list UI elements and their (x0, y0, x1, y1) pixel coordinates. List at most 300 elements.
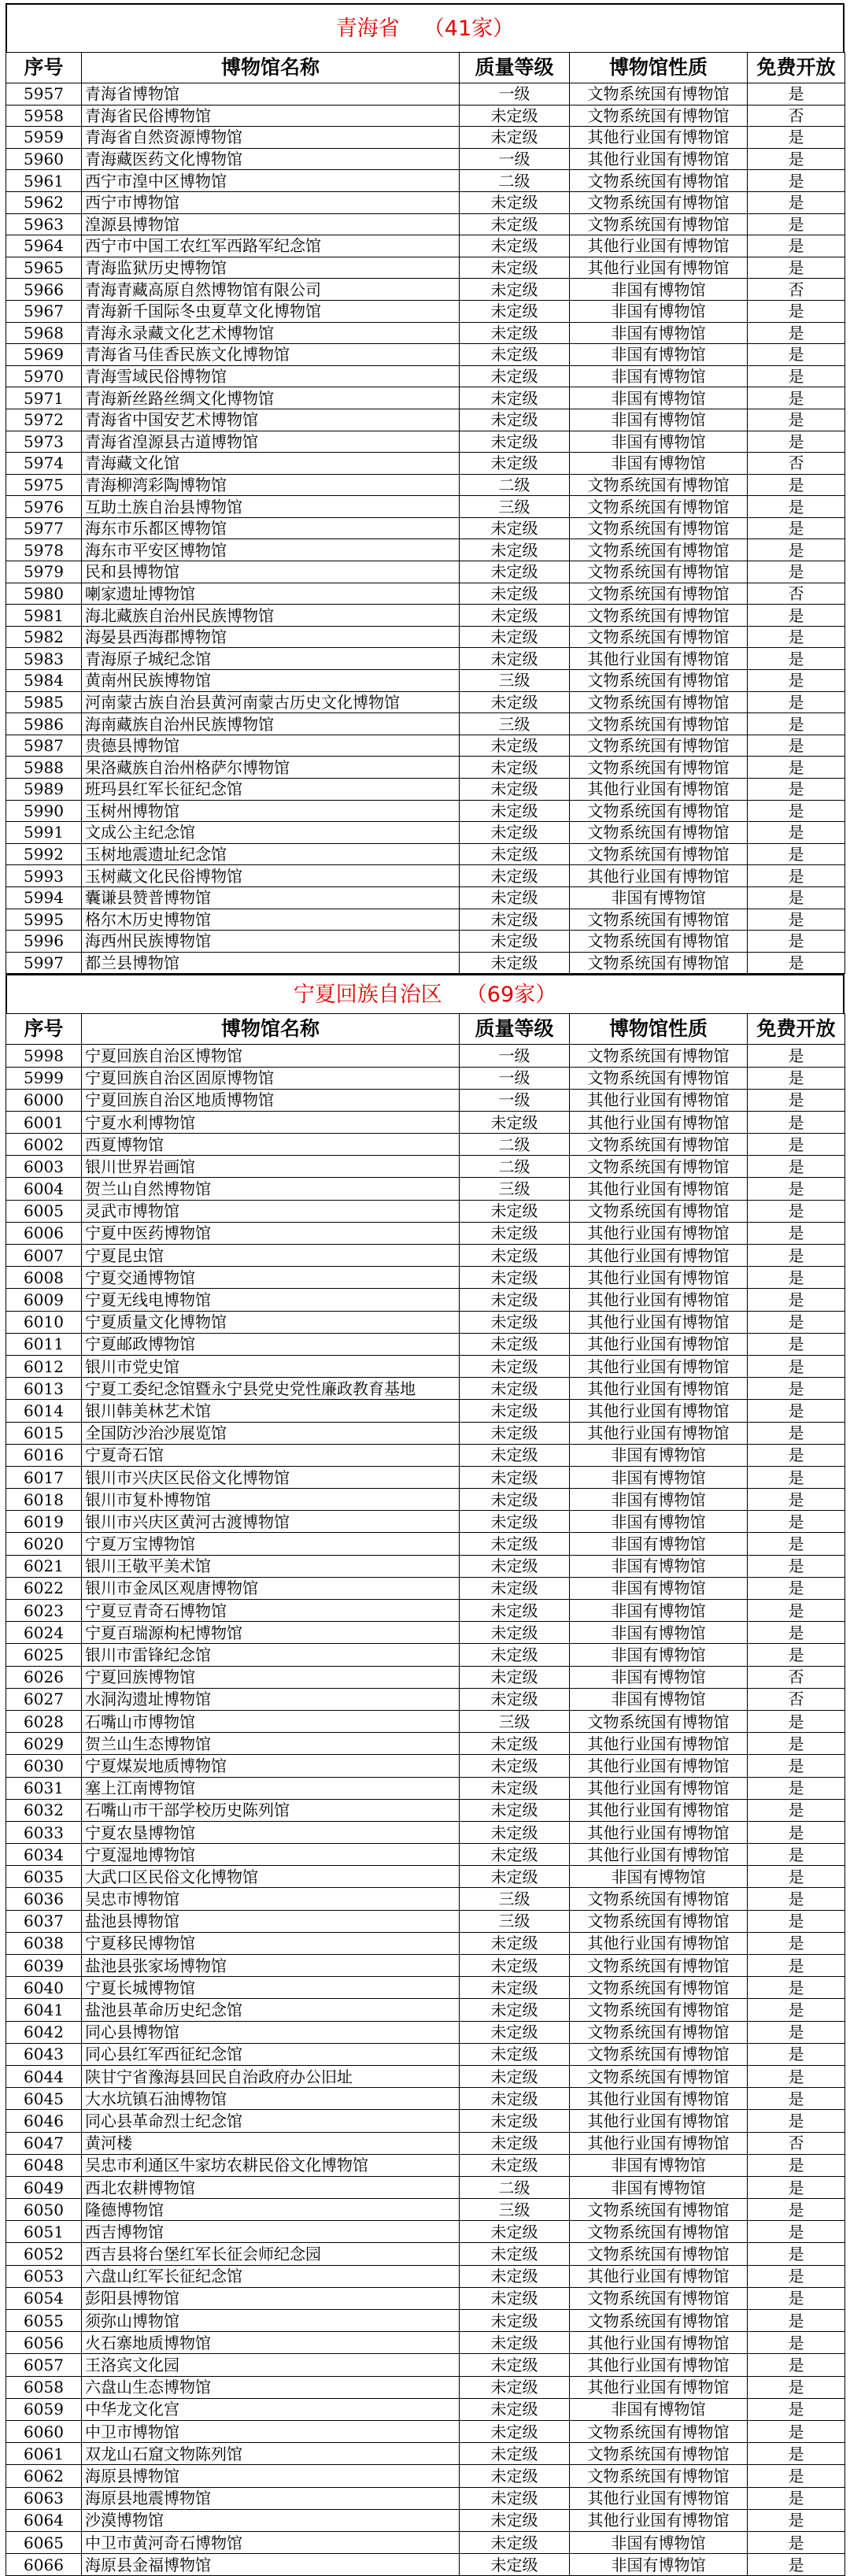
cell-free: 是 (748, 235, 845, 257)
cell-nature: 其他行业国有博物馆 (570, 779, 748, 801)
cell-nature: 其他行业国有博物馆 (570, 127, 748, 149)
cell-grade: 未定级 (460, 800, 570, 822)
cell-free: 是 (748, 127, 845, 149)
table-row (6, 2487, 845, 2509)
cell-grade: 未定级 (460, 322, 570, 344)
cell-nature: 文物系统国有博物馆 (570, 517, 748, 539)
cell-name: 彭阳县博物馆 (82, 2287, 460, 2309)
cell-name: 青海省博物馆 (82, 83, 460, 105)
cell-free: 否 (748, 453, 845, 475)
cell-no: 5972 (6, 409, 82, 431)
cell-free: 是 (748, 713, 845, 735)
cell-nature: 非国有博物馆 (570, 300, 748, 322)
cell-name: 塞上江南博物馆 (82, 1777, 460, 1799)
cell-no: 6041 (6, 1999, 82, 2021)
cell-grade: 未定级 (460, 648, 570, 670)
cell-grade: 未定级 (460, 2287, 570, 2309)
table-row (6, 83, 845, 105)
cell-free: 是 (748, 1489, 845, 1511)
cell-grade: 未定级 (460, 2376, 570, 2398)
cell-name: 石嘴山市博物馆 (82, 1710, 460, 1732)
cell-free: 是 (748, 257, 845, 279)
cell-free: 是 (748, 431, 845, 453)
cell-nature: 文物系统国有博物馆 (570, 2043, 748, 2065)
cell-name: 陕甘宁省豫海县回民自治政府办公旧址 (82, 2065, 460, 2087)
cell-no: 6034 (6, 1844, 82, 1866)
table-row (6, 1733, 845, 1755)
cell-name: 大武口区民俗文化博物馆 (82, 1866, 460, 1888)
cell-name: 宁夏邮政博物馆 (82, 1333, 460, 1355)
table-row (6, 105, 845, 127)
cell-no: 5976 (6, 496, 82, 518)
cell-grade: 三级 (460, 1910, 570, 1932)
cell-name: 银川市党史馆 (82, 1355, 460, 1377)
table-row (6, 322, 845, 344)
cell-free: 是 (748, 1400, 845, 1422)
cell-free: 是 (748, 843, 845, 865)
cell-name: 宁夏回族自治区固原博物馆 (82, 1067, 460, 1089)
cell-grade: 未定级 (460, 2332, 570, 2354)
cell-free: 是 (748, 561, 845, 583)
cell-free: 是 (748, 148, 845, 170)
cell-grade: 未定级 (460, 1311, 570, 1333)
museum-table-qinghai (6, 52, 845, 974)
cell-name: 玉树州博物馆 (82, 800, 460, 822)
cell-free: 是 (748, 1866, 845, 1888)
cell-no: 6026 (6, 1666, 82, 1688)
table-row (6, 626, 845, 648)
table-row (6, 2287, 845, 2309)
cell-nature: 其他行业国有博物馆 (570, 2132, 748, 2154)
cell-free: 是 (748, 1466, 845, 1488)
table-row (6, 670, 845, 692)
cell-grade: 未定级 (460, 2221, 570, 2243)
cell-free: 是 (748, 1821, 845, 1843)
cell-no: 6049 (6, 2176, 82, 2198)
cell-nature: 其他行业国有博物馆 (570, 2088, 748, 2110)
cell-grade: 未定级 (460, 561, 570, 583)
cell-name: 宁夏回族博物馆 (82, 1666, 460, 1688)
cell-name: 宁夏交通博物馆 (82, 1267, 460, 1289)
section-title-qinghai (6, 3, 844, 52)
cell-no: 6013 (6, 1378, 82, 1400)
cell-nature: 非国有博物馆 (570, 1511, 748, 1533)
cell-nature: 其他行业国有博物馆 (570, 2354, 748, 2376)
cell-nature: 其他行业国有博物馆 (570, 1733, 748, 1755)
table-row (6, 1178, 845, 1200)
cell-grade: 三级 (460, 1888, 570, 1910)
cell-no: 6058 (6, 2376, 82, 2398)
cell-no: 5982 (6, 626, 82, 648)
cell-free: 是 (748, 496, 845, 518)
cell-nature: 非国有博物馆 (570, 1688, 748, 1710)
cell-name: 河南蒙古族自治县黄河南蒙古历史文化博物馆 (82, 691, 460, 713)
cell-no: 6035 (6, 1866, 82, 1888)
cell-grade: 未定级 (460, 1844, 570, 1866)
cell-no: 6060 (6, 2420, 82, 2442)
table-row (6, 300, 845, 322)
cell-grade: 未定级 (460, 2509, 570, 2531)
table-row (6, 235, 845, 257)
cell-free: 是 (748, 1245, 845, 1267)
cell-no: 6043 (6, 2043, 82, 2065)
cell-grade: 未定级 (460, 843, 570, 865)
table-row (6, 757, 845, 779)
table-row (6, 1289, 845, 1311)
museum-count: （41家） (423, 17, 515, 41)
cell-no: 5981 (6, 605, 82, 627)
cell-no: 6014 (6, 1400, 82, 1422)
cell-no: 5966 (6, 279, 82, 301)
cell-no: 6033 (6, 1821, 82, 1843)
cell-name: 黄南州民族博物馆 (82, 670, 460, 692)
table-row (6, 800, 845, 822)
cell-free: 是 (748, 539, 845, 561)
cell-grade: 未定级 (460, 886, 570, 909)
cell-grade: 一级 (460, 1089, 570, 1111)
cell-nature: 其他行业国有博物馆 (570, 1267, 748, 1289)
cell-name: 同心县革命烈士纪念馆 (82, 2110, 460, 2132)
cell-name: 隆德博物馆 (82, 2199, 460, 2221)
cell-nature: 文物系统国有博物馆 (570, 605, 748, 627)
cell-nature: 非国有博物馆 (570, 2531, 748, 2553)
cell-no: 5987 (6, 735, 82, 757)
cell-nature: 文物系统国有博物馆 (570, 691, 748, 713)
cell-grade: 一级 (460, 148, 570, 170)
cell-nature: 其他行业国有博物馆 (570, 235, 748, 257)
cell-name: 青海新丝路丝绸文化博物馆 (82, 387, 460, 409)
cell-grade: 未定级 (460, 1222, 570, 1244)
cell-no: 6027 (6, 1688, 82, 1710)
cell-no: 6021 (6, 1555, 82, 1577)
cell-free: 是 (748, 1600, 845, 1622)
cell-no: 5960 (6, 148, 82, 170)
cell-no: 5979 (6, 561, 82, 583)
cell-nature: 其他行业国有博物馆 (570, 2332, 748, 2354)
cell-no: 6066 (6, 2554, 82, 2576)
table-row (6, 2420, 845, 2442)
header-nature: 博物馆性质 (570, 1014, 748, 1045)
cell-name: 宁夏奇石馆 (82, 1444, 460, 1466)
cell-nature: 其他行业国有博物馆 (570, 1932, 748, 1954)
cell-name: 宁夏质量文化博物馆 (82, 1311, 460, 1333)
cell-grade: 未定级 (460, 1622, 570, 1644)
cell-no: 6031 (6, 1777, 82, 1799)
cell-free: 是 (748, 1067, 845, 1089)
cell-grade: 未定级 (460, 1644, 570, 1666)
cell-nature: 文物系统国有博物馆 (570, 474, 748, 496)
cell-name: 银川王敬平美术馆 (82, 1555, 460, 1577)
cell-free: 是 (748, 757, 845, 779)
cell-nature: 非国有博物馆 (570, 2154, 748, 2176)
cell-free: 是 (748, 1999, 845, 2021)
cell-name: 海西州民族博物馆 (82, 931, 460, 953)
cell-nature: 文物系统国有博物馆 (570, 2465, 748, 2487)
cell-no: 5962 (6, 191, 82, 213)
cell-no: 6001 (6, 1111, 82, 1133)
table-row (6, 1622, 845, 1644)
cell-grade: 未定级 (460, 1799, 570, 1821)
table-row (6, 2043, 845, 2065)
cell-free: 是 (748, 1378, 845, 1400)
cell-no: 6042 (6, 2021, 82, 2043)
cell-name: 贵德县博物馆 (82, 735, 460, 757)
cell-grade: 二级 (460, 170, 570, 192)
cell-nature: 文物系统国有博物馆 (570, 170, 748, 192)
cell-nature: 其他行业国有博物馆 (570, 2110, 748, 2132)
cell-grade: 未定级 (460, 626, 570, 648)
table-row (6, 1710, 845, 1732)
cell-free: 是 (748, 886, 845, 909)
table-row (6, 2398, 845, 2420)
cell-grade: 未定级 (460, 300, 570, 322)
cell-nature: 非国有博物馆 (570, 2176, 748, 2198)
cell-nature: 其他行业国有博物馆 (570, 1378, 748, 1400)
table-row (6, 1111, 845, 1133)
table-row (6, 1844, 845, 1866)
cell-no: 6003 (6, 1156, 82, 1178)
cell-no: 6062 (6, 2465, 82, 2487)
cell-no: 6051 (6, 2221, 82, 2243)
table-row (6, 865, 845, 887)
cell-free: 是 (748, 365, 845, 387)
table-row (6, 127, 845, 149)
cell-name: 青海监狱历史博物馆 (82, 257, 460, 279)
cell-name: 青海永录藏文化艺术博物馆 (82, 322, 460, 344)
cell-name: 互助土族自治县博物馆 (82, 496, 460, 518)
table-row (6, 1533, 845, 1555)
cell-name: 大水坑镇石油博物馆 (82, 2088, 460, 2110)
cell-grade: 未定级 (460, 1511, 570, 1533)
cell-no: 5974 (6, 453, 82, 475)
table-row (6, 2443, 845, 2465)
cell-nature: 非国有博物馆 (570, 1555, 748, 1577)
table-row (6, 539, 845, 561)
cell-name: 宁夏无线电博物馆 (82, 1289, 460, 1311)
cell-name: 吴忠市博物馆 (82, 1888, 460, 1910)
cell-no: 5996 (6, 931, 82, 953)
table-row (6, 1644, 845, 1666)
cell-no: 5963 (6, 213, 82, 235)
cell-no: 5983 (6, 648, 82, 670)
table-row (6, 931, 845, 953)
cell-grade: 未定级 (460, 1555, 570, 1577)
cell-nature: 文物系统国有博物馆 (570, 1710, 748, 1732)
cell-nature: 文物系统国有博物馆 (570, 496, 748, 518)
cell-name: 海晏县西海郡博物馆 (82, 626, 460, 648)
cell-name: 西宁市中国工农红军西路军纪念馆 (82, 235, 460, 257)
cell-free: 是 (748, 2287, 845, 2309)
cell-no: 6029 (6, 1733, 82, 1755)
cell-grade: 未定级 (460, 2154, 570, 2176)
cell-grade: 三级 (460, 713, 570, 735)
table-row (6, 1355, 845, 1377)
header-name: 博物馆名称 (82, 1014, 460, 1045)
cell-grade: 未定级 (460, 735, 570, 757)
cell-free: 是 (748, 1444, 845, 1466)
cell-no: 5971 (6, 387, 82, 409)
cell-no: 6032 (6, 1799, 82, 1821)
cell-grade: 未定级 (460, 409, 570, 431)
cell-free: 是 (748, 1311, 845, 1333)
cell-free: 是 (748, 2176, 845, 2198)
cell-free: 是 (748, 626, 845, 648)
table-row (6, 1200, 845, 1222)
cell-nature: 其他行业国有博物馆 (570, 865, 748, 887)
cell-nature: 文物系统国有博物馆 (570, 843, 748, 865)
cell-name: 青海省湟源县古道博物馆 (82, 431, 460, 453)
cell-nature: 文物系统国有博物馆 (570, 1977, 748, 1999)
table-row (6, 886, 845, 909)
cell-grade: 三级 (460, 2199, 570, 2221)
cell-nature: 文物系统国有博物馆 (570, 1045, 748, 1067)
cell-no: 5975 (6, 474, 82, 496)
table-row (6, 1400, 845, 1422)
cell-nature: 文物系统国有博物馆 (570, 2021, 748, 2043)
cell-free: 是 (748, 191, 845, 213)
cell-no: 6064 (6, 2509, 82, 2531)
cell-nature: 文物系统国有博物馆 (570, 2221, 748, 2243)
table-row (6, 1888, 845, 1910)
cell-free: 是 (748, 2110, 845, 2132)
cell-no: 5993 (6, 865, 82, 887)
cell-grade: 未定级 (460, 779, 570, 801)
cell-name: 六盘山红军长征纪念馆 (82, 2265, 460, 2287)
cell-free: 是 (748, 2088, 845, 2110)
cell-free: 是 (748, 83, 845, 105)
cell-no: 5958 (6, 105, 82, 127)
cell-free: 是 (748, 2398, 845, 2420)
cell-no: 6010 (6, 1311, 82, 1333)
table-row (6, 2221, 845, 2243)
cell-no: 5984 (6, 670, 82, 692)
table-row (6, 1311, 845, 1333)
cell-grade: 未定级 (460, 865, 570, 887)
cell-no: 6002 (6, 1134, 82, 1156)
cell-name: 银川市金凤区观唐博物馆 (82, 1577, 460, 1599)
cell-nature: 文物系统国有博物馆 (570, 2443, 748, 2465)
table-row (6, 1955, 845, 1977)
cell-name: 水洞沟遗址博物馆 (82, 1688, 460, 1710)
cell-nature: 文物系统国有博物馆 (570, 2243, 748, 2265)
header-free: 免费开放 (748, 1014, 845, 1045)
cell-name: 同心县红军西征纪念馆 (82, 2043, 460, 2065)
table-row (6, 1245, 845, 1267)
header-no: 序号 (6, 53, 82, 83)
cell-grade: 未定级 (460, 1444, 570, 1466)
cell-nature: 非国有博物馆 (570, 344, 748, 366)
cell-nature: 文物系统国有博物馆 (570, 1888, 748, 1910)
cell-free: 是 (748, 1932, 845, 1954)
cell-grade: 未定级 (460, 387, 570, 409)
cell-free: 是 (748, 170, 845, 192)
cell-no: 5967 (6, 300, 82, 322)
cell-nature: 非国有博物馆 (570, 1444, 748, 1466)
table-row (6, 191, 845, 213)
cell-name: 玉树藏文化民俗博物馆 (82, 865, 460, 887)
cell-nature: 非国有博物馆 (570, 431, 748, 453)
cell-free: 是 (748, 648, 845, 670)
cell-no: 6065 (6, 2531, 82, 2553)
cell-name: 宁夏昆虫馆 (82, 1245, 460, 1267)
cell-grade: 未定级 (460, 213, 570, 235)
cell-nature: 文物系统国有博物馆 (570, 561, 748, 583)
cell-grade: 三级 (460, 670, 570, 692)
cell-nature: 非国有博物馆 (570, 453, 748, 475)
table-row (6, 2154, 845, 2176)
cell-free: 是 (748, 300, 845, 322)
cell-free: 是 (748, 1844, 845, 1866)
cell-no: 6024 (6, 1622, 82, 1644)
cell-grade: 未定级 (460, 1666, 570, 1688)
cell-no: 6050 (6, 2199, 82, 2221)
cell-free: 是 (748, 1755, 845, 1777)
table-row (6, 779, 845, 801)
cell-grade: 未定级 (460, 1333, 570, 1355)
cell-name: 中华龙文化宫 (82, 2398, 460, 2420)
table-row (6, 1444, 845, 1466)
cell-no: 6038 (6, 1932, 82, 1954)
cell-name: 民和县博物馆 (82, 561, 460, 583)
table-body (6, 83, 845, 974)
cell-nature: 其他行业国有博物馆 (570, 1355, 748, 1377)
cell-free: 是 (748, 1555, 845, 1577)
header-grade: 质量等级 (460, 53, 570, 83)
cell-name: 宁夏长城博物馆 (82, 1977, 460, 1999)
cell-name: 青海原子城纪念馆 (82, 648, 460, 670)
cell-name: 青海藏文化馆 (82, 453, 460, 475)
cell-nature: 非国有博物馆 (570, 1533, 748, 1555)
cell-free: 是 (748, 1222, 845, 1244)
table-row (6, 2310, 845, 2332)
table-row (6, 1666, 845, 1688)
cell-free: 是 (748, 2221, 845, 2243)
cell-grade: 未定级 (460, 1977, 570, 1999)
cell-no: 5994 (6, 886, 82, 909)
table-row (6, 1511, 845, 1533)
cell-nature: 其他行业国有博物馆 (570, 148, 748, 170)
cell-name: 宁夏工委纪念馆暨永宁县党史党性廉政教育基地 (82, 1378, 460, 1400)
cell-name: 六盘山生态博物馆 (82, 2376, 460, 2398)
table-row (6, 1089, 845, 1111)
table-row (6, 1688, 845, 1710)
cell-no: 5959 (6, 127, 82, 149)
cell-name: 盐池县张家场博物馆 (82, 1955, 460, 1977)
cell-no: 6020 (6, 1533, 82, 1555)
cell-grade: 未定级 (460, 2443, 570, 2465)
cell-nature: 其他行业国有博物馆 (570, 1089, 748, 1111)
cell-nature: 文物系统国有博物馆 (570, 1067, 748, 1089)
cell-nature: 非国有博物馆 (570, 2398, 748, 2420)
cell-free: 是 (748, 1178, 845, 1200)
cell-nature: 文物系统国有博物馆 (570, 713, 748, 735)
cell-no: 6011 (6, 1333, 82, 1355)
cell-nature: 其他行业国有博物馆 (570, 1422, 748, 1444)
cell-grade: 未定级 (460, 2065, 570, 2087)
cell-name: 贺兰山自然博物馆 (82, 1178, 460, 1200)
cell-name: 全国防沙治沙展览馆 (82, 1422, 460, 1444)
header-nature: 博物馆性质 (570, 53, 748, 83)
cell-grade: 未定级 (460, 1267, 570, 1289)
cell-no: 6048 (6, 2154, 82, 2176)
cell-grade: 二级 (460, 1134, 570, 1156)
cell-nature: 非国有博物馆 (570, 387, 748, 409)
cell-free: 是 (748, 1045, 845, 1067)
cell-name: 西夏博物馆 (82, 1134, 460, 1156)
cell-name: 火石寨地质博物馆 (82, 2332, 460, 2354)
table-row (6, 2354, 845, 2376)
cell-name: 海原县博物馆 (82, 2465, 460, 2487)
